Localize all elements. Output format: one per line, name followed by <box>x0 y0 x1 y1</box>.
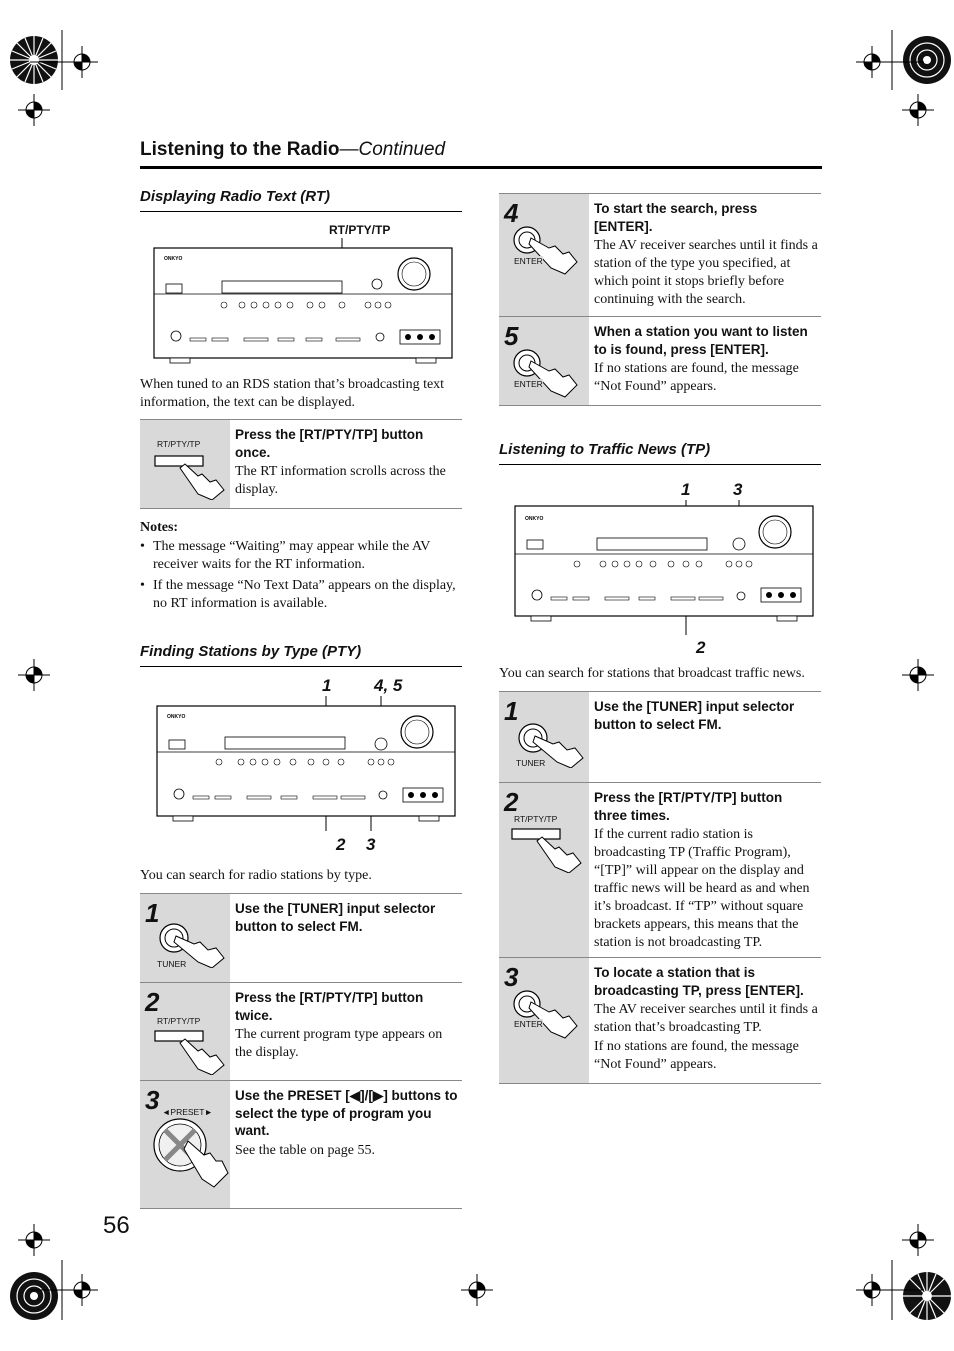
rt-step-body: The RT information scrolls across the display. <box>235 464 446 497</box>
pty-step-2-body: The current program type appears on the display. <box>235 1027 443 1060</box>
pty-step-2 <box>140 982 462 1081</box>
pty-step-3-body: See the table on page 55. <box>235 1142 375 1158</box>
pty-step-5-head: When a station you want to listen to is found, press [ENTER]. <box>594 324 808 357</box>
receiver-front-panel-illustration <box>511 500 821 635</box>
rt-button-label: RT/PTY/TP <box>157 1016 201 1026</box>
page-title <box>140 139 445 161</box>
step-number: 1 <box>145 898 160 928</box>
brand-logo-text: ONKYO <box>167 714 186 720</box>
step-number: 2 <box>504 787 519 817</box>
note-item: • The message “Waiting” may appear while the AV receiver waits for the RT information. <box>140 538 462 573</box>
callout-step-1: 1 <box>681 480 691 499</box>
enter-button-hand-icon[interactable] <box>511 345 591 405</box>
section-rule <box>499 464 821 465</box>
enter-label: ENTER <box>514 1019 543 1029</box>
callout-step-3: 3 <box>733 480 743 499</box>
section-heading-rt: Displaying Radio Text (RT) <box>140 188 331 205</box>
enter-button-hand-icon[interactable] <box>511 222 591 282</box>
preset-dial-hand-icon[interactable] <box>152 1117 232 1189</box>
section-rule <box>140 666 462 667</box>
callout-step-2: 2 <box>336 835 346 854</box>
head-part: ] buttons to select the type of program you want. <box>235 1088 458 1138</box>
enter-label: ENTER <box>514 379 543 389</box>
rt-step-head: Press the [RT/PTY/TP] button once. <box>235 427 424 460</box>
pty-step-1 <box>140 893 462 983</box>
step-number: 5 <box>504 321 519 351</box>
page-title-text: Listening to the Radio <box>140 139 340 160</box>
tp-step-2-body: If the current radio station is broadcasting TP (Traffic Program), “[TP]” will appear on the display and traffic news will be heard as and when it’s broadcast. If “TP” without square brackets appears, this means that the station is not broadcasting TP. <box>594 827 810 950</box>
tp-step-1-head: Use the [TUNER] input selector button to select FM. <box>594 699 795 732</box>
notes-title: Notes: <box>140 520 179 535</box>
step-number: 4 <box>504 198 519 228</box>
pty-step-4 <box>499 193 821 317</box>
pty-step-5-body: If no stations are found, the message “Not Found” appears. <box>594 361 799 394</box>
left-arrow-icon: ◀ <box>349 1088 361 1103</box>
step-number: 1 <box>504 696 519 726</box>
press-button-hand-icon[interactable] <box>509 823 589 873</box>
head-part: ]/[ <box>360 1088 373 1103</box>
callout-step-1: 1 <box>322 676 332 695</box>
pty-step-5 <box>499 316 821 406</box>
tp-step-3-body: The AV receiver searches until it finds a station that’s broadcasting TP. <box>594 1002 818 1035</box>
right-arrow-icon: ▶ <box>372 1088 384 1103</box>
rt-intro: When tuned to an RDS station that’s broadcasting text information, the text can be displayed. <box>140 377 445 410</box>
pty-intro: You can search for radio stations by type. <box>140 868 372 883</box>
press-button-hand-icon[interactable] <box>150 450 230 500</box>
receiver-front-panel-illustration <box>150 238 460 368</box>
tp-step-3-body-2: If no stations are found, the message “Not Found” appears. <box>594 1039 799 1072</box>
enter-button-hand-icon[interactable] <box>511 986 591 1046</box>
step-number: 3 <box>145 1085 160 1115</box>
section-heading-tp: Listening to Traffic News (TP) <box>499 441 711 458</box>
head-part: Use the PRESET [ <box>235 1088 350 1103</box>
brand-logo-text: ONKYO <box>164 256 183 262</box>
page-title-continued: —Continued <box>339 139 446 160</box>
tp-intro: You can search for stations that broadcast traffic news. <box>499 666 805 681</box>
rt-step-box <box>140 419 462 509</box>
pty-step-3-head <box>235 1087 460 1140</box>
notes-list <box>140 538 462 616</box>
tuner-label: TUNER <box>516 758 546 768</box>
brand-logo-text: ONKYO <box>525 516 544 522</box>
tp-step-2-head: Press the [RT/PTY/TP] button three times. <box>594 790 783 823</box>
callout-step-4-5: 4, 5 <box>374 676 403 695</box>
step-number: 3 <box>504 962 519 992</box>
pty-step-4-head: To start the search, press [ENTER]. <box>594 201 758 234</box>
tuner-label: TUNER <box>157 959 187 969</box>
callout-rt-button: RT/PTY/TP <box>329 223 391 237</box>
section-heading-pty: Finding Stations by Type (PTY) <box>140 643 362 660</box>
rt-button-label: RT/PTY/TP <box>157 439 201 449</box>
tp-step-2 <box>499 782 821 958</box>
section-rule <box>140 211 462 212</box>
tp-step-1 <box>499 691 821 783</box>
tp-step-3 <box>499 957 821 1084</box>
title-rule <box>140 166 822 169</box>
enter-label: ENTER <box>514 256 543 266</box>
callout-step-3: 3 <box>366 835 376 854</box>
press-button-hand-icon[interactable] <box>150 1025 230 1075</box>
page-number: 56 <box>103 1212 130 1239</box>
receiver-front-panel-illustration <box>153 696 463 831</box>
pty-step-3 <box>140 1080 462 1209</box>
pty-step-4-body: The AV receiver searches until it finds a station of the type you specified, at which point it stops briefly before continuing with the search. <box>594 238 818 307</box>
step-number: 2 <box>145 987 160 1017</box>
pty-step-2-head: Press the [RT/PTY/TP] button twice. <box>235 990 424 1023</box>
note-item: • If the message “No Text Data” appears on the display, no RT information is available. <box>140 577 462 612</box>
tp-step-3-head: To locate a station that is broadcasting TP, press [ENTER]. <box>594 965 804 998</box>
rt-button-label: RT/PTY/TP <box>514 814 558 824</box>
callout-step-2: 2 <box>696 638 706 657</box>
preset-label: ◄PRESET► <box>162 1107 213 1117</box>
pty-step-1-head: Use the [TUNER] input selector button to select FM. <box>235 901 436 934</box>
